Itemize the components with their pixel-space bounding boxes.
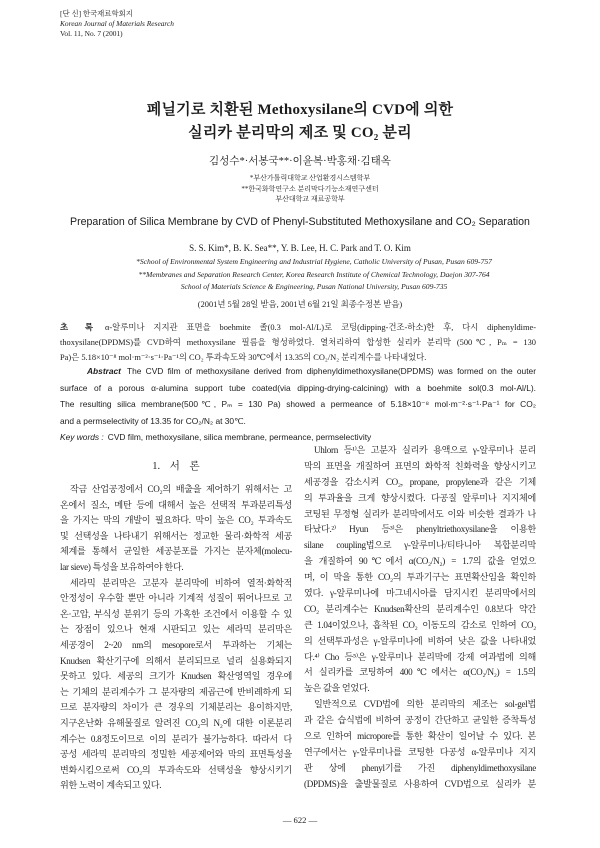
body-text-line: 관 상에 phenyl기를 가진 diphenyldimethoxysilane [304, 762, 536, 773]
body-text-line: 안정성이 우수할 뿐만 아니라 기계적 성질이 뛰어나므로 고 [60, 593, 292, 604]
abstract-line [60, 320, 536, 335]
body-text-line: 연구에서는 γ-알루미나를 코팅한 다공성 α-알루미나 지지 [304, 746, 536, 757]
body-text-line: 변화시킴으로써 CO₂의 투과속도와 선택성을 향상시키기 [60, 764, 292, 775]
english-affiliations [24, 256, 600, 294]
keywords-label: Key words : [60, 432, 104, 442]
english-abstract [60, 363, 536, 429]
body-text-line: 였다. γ-알루미나에 마그네시아를 담지시킨 분리막에서의 [304, 588, 536, 599]
body-text-line: CO₂ 분리계수는 Knudsen확산의 분리계수인 0.8보다 약간 [304, 603, 536, 614]
journal-header [60, 9, 174, 39]
abstract-text: α-알루미나 지지관 표면을 boehmite 졸(0.3 mol-Al/L)로 코팅(dipping-건조-하소)한 후, 다시 diphenyldime- [105, 323, 536, 332]
body-text-line: Knudsen 확산기구에 의해서 분리되므로 널리 실용화되지 [60, 655, 292, 666]
body-text-line: 위한 노력이 계속되고 있다. [60, 780, 162, 791]
body-text-line: 타났다.²⁾ Hyun 등³⁾은 phenyltriethoxysilane을 이용한 [304, 524, 536, 535]
body-text-line: 의 선택투과성은 γ-알루미나에 비하여 낮은 값을 나타내었 [304, 635, 536, 646]
korean-authors: 김성수*·서봉국**·이윤복·박홍채·김태옥 [209, 156, 391, 167]
body-text-line: 계수는 0.8정도이므로 이의 분리가 불가능하다. 따라서 다 [60, 733, 292, 744]
body-text-line: 큰 1.04이었으나, 흡착된 CO₂ 이동도의 감소로 인하여 CO₂ [304, 619, 536, 630]
body-text-line: 일반적으로 CVD법에 의한 분리막의 제조는 sol-gel법 [314, 699, 536, 710]
body-text-line: 의 투과율을 크게 향상시켰다. 다공질 알루미나 지지체에 [304, 492, 536, 503]
korean-abstract [60, 320, 536, 365]
received-dates: (2001년 5월 28일 받음, 2001년 6월 21일 최종수정본 받음) [197, 300, 403, 309]
body-text-line: 과 같은 습식법에 비하여 공정이 간단하고 균일한 증착특성 [304, 715, 536, 726]
body-text-line: 공성 세라믹 분리막의 정밀한 세공제어와 막의 표면특성을 [60, 749, 292, 760]
korean-affiliations [10, 173, 600, 205]
body-text-line: 막의 표면을 개질하여 표면의 화학적 친화력을 향상시키고 [304, 460, 536, 471]
abstract-line: surface of a porous α-alumina support tube coated(via dipping-drying-calcining) with a boehmite sol(0.3 mol-Al/L). [60, 382, 536, 393]
affiliation-line: *School of Environmental System Engineering and Industrial Hygiene, Catholic University of Pusan, Pusan 609-757 [136, 257, 492, 266]
body-text-line: 온·고압, 부식성 분위기 등의 가혹한 조건에서 이용할 수 있 [60, 608, 292, 619]
body-text-line: 으로 인하여 micropore를 통한 확산이 일어날 수 있다. 본 [304, 731, 536, 742]
left-column [60, 482, 292, 794]
affiliation-line: *부산가톨릭대학교 산업환경시스템학부 [249, 174, 371, 182]
section-heading-introduction: 1. 서 론 [152, 461, 200, 472]
korean-title-line: 페닐기로 치환된 Methoxysilane의 CVD에 의한 [146, 102, 454, 118]
page-number: — 622 — [282, 815, 318, 825]
keywords-text: CVD film, methoxysilane, silica membrane, permeance, permselectivity [107, 432, 372, 442]
body-text-line: 므로 분자량의 차이가 큰 경우의 기체분리는 용이하지만, [60, 702, 292, 713]
body-text-line: 며, 이 막을 통한 CO₂의 투과기구는 표면확산임을 확인하 [304, 572, 536, 583]
abstract-label: Abstract [87, 366, 121, 376]
body-text-line: lar sieve) 특성을 보유하여야 한다. [60, 561, 184, 572]
abstract-line: thoxysilane(DPDMS)를 CVD하여 methoxysilane 필름을 형성하였다. 열처리하여 합성한 실리카 분리막 (500℃, Pₘ = 130 [60, 338, 536, 347]
body-text-line: 을 가지는 막의 개발이 필요하다. 막이 높은 CO₂ 투과속도 [60, 515, 292, 526]
korean-title [0, 99, 600, 145]
body-text-line: 다.⁴⁾ Cho 등⁵⁾은 γ-알루미나 분리막에 강제 여과법에 의해 [304, 651, 536, 662]
affiliation-line: **한국화학연구소 분리막다기능소재연구센터 [241, 184, 379, 193]
article-section-label: [단 신] 한국재료학회지 [60, 9, 133, 18]
body-text-line: silane coupling법으로 γ-알루미나/티타니아 복합분리막 [304, 540, 536, 551]
journal-name: Korean Journal of Materials Research [60, 19, 174, 28]
korean-title-line: 실리카 분리막의 제조 및 CO₂ 분리 [188, 125, 412, 141]
body-text-line: 코팅된 무정형 실리카 분리막에서도 이와 비슷한 결과가 나 [304, 508, 536, 519]
body-text-line: 못하고 있다. 세공의 크기가 Knudsen 확산영역일 경우에 [60, 671, 292, 682]
body-text-line: 작금 산업공정에서 CO₂의 배출을 제어하기 위해서는 고 [70, 484, 292, 494]
journal-volume: Vol. 11, No. 7 (2001) [60, 29, 123, 38]
body-text-line: 높은 값을 얻었다. [304, 683, 370, 694]
abstract-label: 초 록 [60, 323, 97, 332]
english-authors: S. S. Kim*, B. K. Sea**, Y. B. Lee, H. C. Park and T. O. Kim [189, 243, 411, 253]
abstract-text: The CVD film of methoxysilane derived from diphenyldimethoxysilane(DPDMS) was formed on the outer [126, 366, 536, 376]
abstract-line [60, 363, 536, 380]
body-text-line: 온에서 질소, 메탄 등에 대해서 높은 선택적 투과분리특성 [60, 499, 292, 510]
body-text-line: 및 선택성을 나타내기 위해서는 정교한 물리·화학적 세공 [60, 530, 292, 541]
body-text-line: 세공경을 감소시켜 CO₂, propane, propylene과 같은 기체 [304, 476, 536, 487]
affiliation-line: School of Materials Science & Engineering, Pusan National University, Pusan 609-735 [180, 282, 448, 292]
body-text-line: 는 장점이 있으나 현재 시판되고 있는 세라믹 분리막은 [60, 624, 292, 635]
body-text-line: 는 기체의 분리계수가 그 분자량의 제곱근에 반비례하게 되 [60, 686, 292, 697]
keywords [60, 430, 536, 444]
body-text-line: 지구온난화 유해물질로 알려진 CO₂의 N₂에 대한 이론분리 [60, 717, 292, 728]
affiliation-line: 부산대학교 재료공학부 [275, 195, 345, 203]
right-column [304, 443, 536, 793]
body-text-line: 을 개질하여 90℃에서 α(CO₂/N₂) = 1.7의 값을 얻었으 [304, 556, 536, 567]
body-text-line: 세공경이 2~20 nm의 mesopore로서 투과하는 기체는 [60, 639, 292, 650]
body-text-line: Uhlorn 등¹⁾은 고분자 실리카 용액으로 γ-알루미나 분리 [314, 445, 536, 455]
body-text-line: 세라믹 분리막은 고분자 분리막에 비하여 열적·화학적 [70, 577, 292, 588]
abstract-line: Pa)은 5.18×10⁻⁸ mol·m⁻²·s⁻¹·Pa⁻¹의 CO₂ 투과속도와 30℃에서 13.35의 CO₂/N₂ 분리계수를 나타내었다. [60, 353, 427, 362]
affiliation-line: **Membranes and Separation Research Center, Korea Research Institute of Chemical Technology, Daejon 307-764 [138, 269, 490, 279]
body-text-line: 체계를 통해서 균일한 세공분포를 가지는 분자체(molecu- [60, 546, 292, 557]
body-text-line: (DPDMS)을 출발물질로 사용하여 CVD법으로 실리카 분 [304, 778, 536, 789]
abstract-line: and a permselectivity of 13.35 for CO₂/N₂ at 30℃. [60, 415, 246, 426]
english-title: Preparation of Silica Membrane by CVD of Phenyl-Substituted Methoxysilane and CO₂ Separation [70, 216, 530, 228]
abstract-line: The resulting silica membrane(500℃, Pₘ = 130 Pa) showed a permeance of 5.18×10⁻⁸ mol·m⁻²·s⁻¹·Pa⁻¹ for CO₂ [60, 399, 536, 409]
body-text-line: 서 실리카를 코팅하여 400℃에서는 α(CO₂/N₂) = 1.5의 [304, 667, 536, 678]
